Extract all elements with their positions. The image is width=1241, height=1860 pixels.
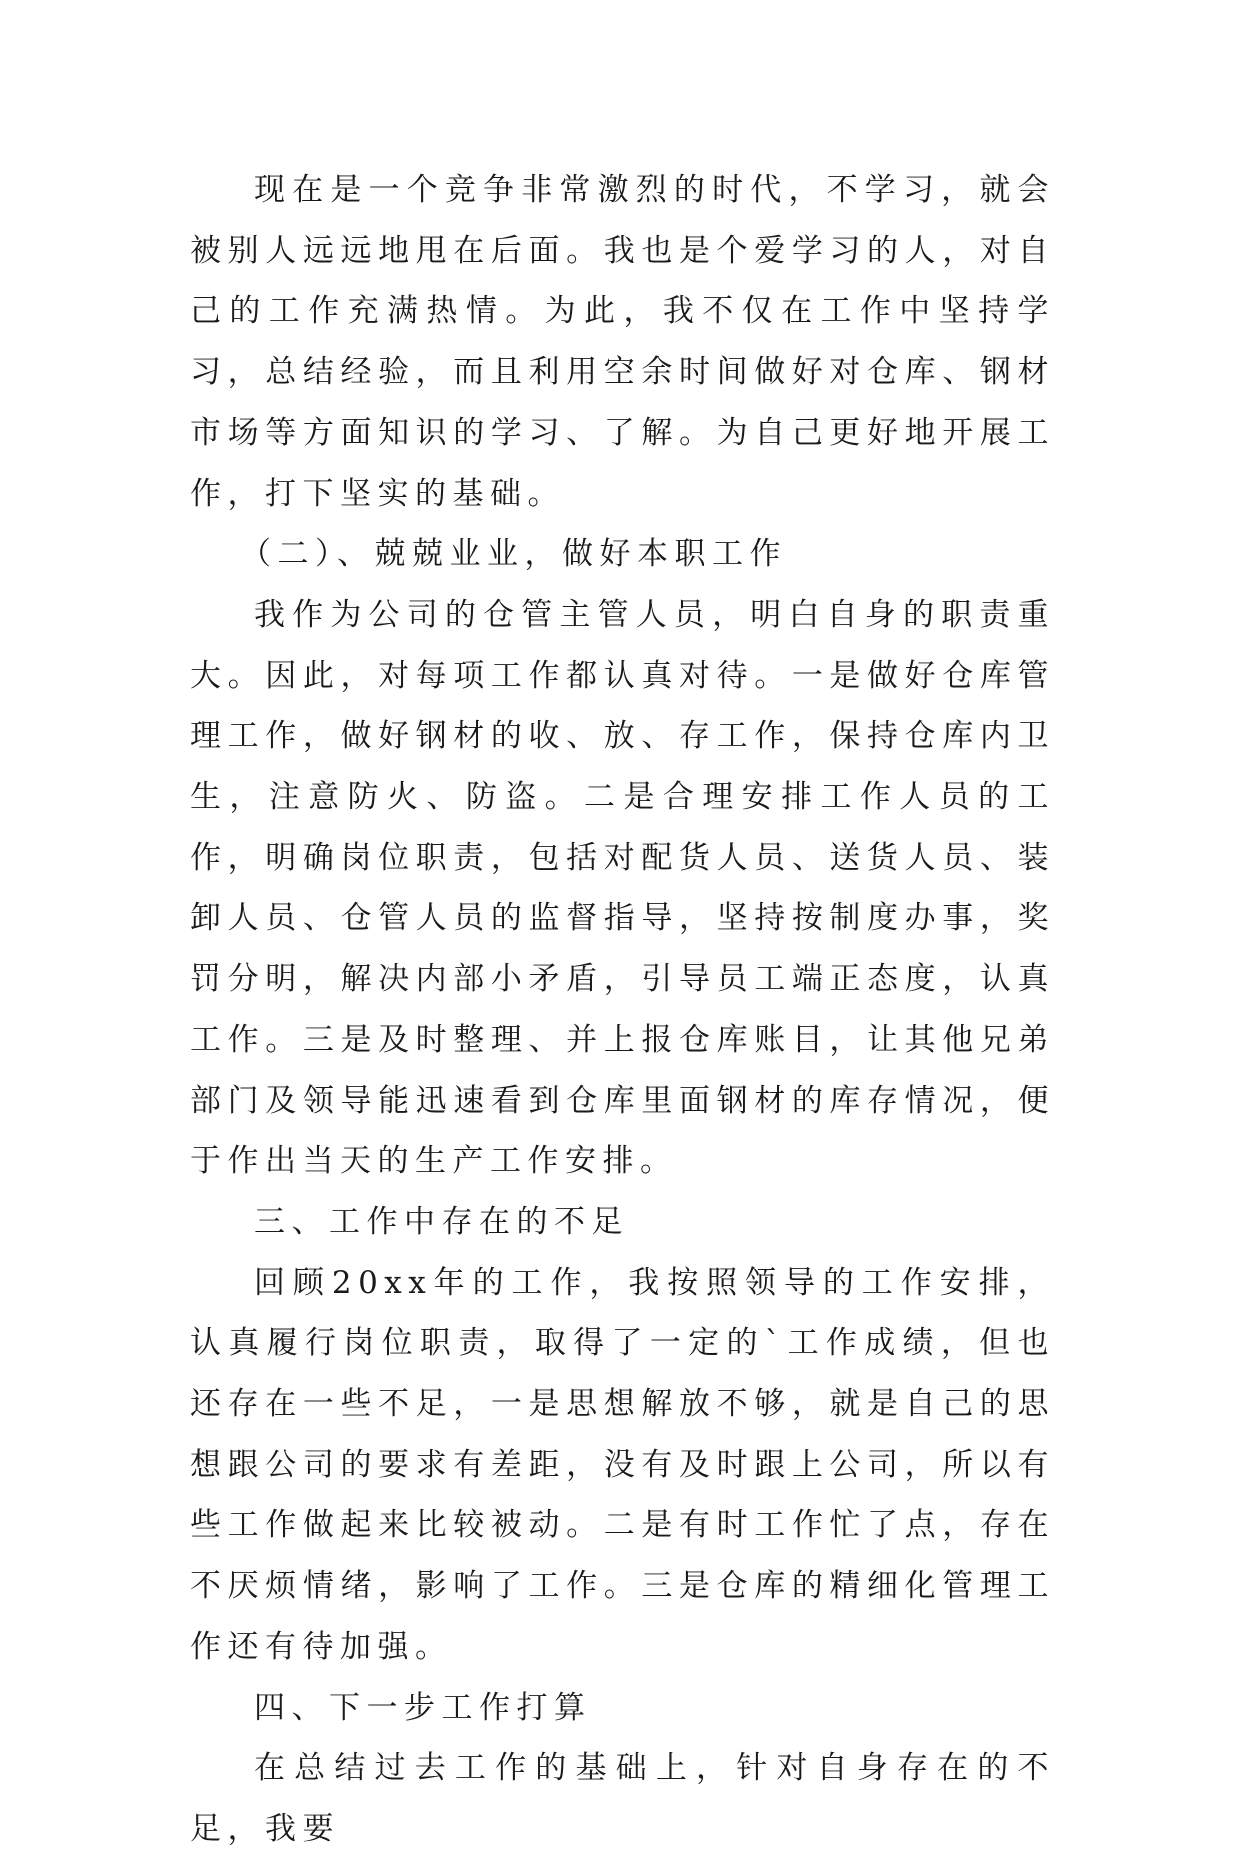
section-heading-next-steps: 四、下一步工作打算 xyxy=(254,1689,592,1726)
section-heading-diligence: （二）、兢兢业业，做好本职工作 xyxy=(240,536,787,573)
paragraph-shortcomings: 回顾20xx年的工作，我按照领导的工作安排，认真履行岗位职责，取得了一定的`工作成绩，但也还存在一些不足，一是思想解放不够，就是自己的思想跟公司的要求有差距，没有及时跟上公司，所以有些工作做起来比较被动。二是有时工作忙了点，存在不厌烦情绪，影响了工作。三是仓库的精细化管理工作还有待加强。 xyxy=(190,1264,1055,1665)
document-body xyxy=(190,160,1055,1860)
paragraph-duties: 我作为公司的仓管主管人员，明白自身的职责重大。因此，对每项工作都认真对待。一是做好仓库管理工作，做好钢材的收、放、存工作，保持仓库内卫生，注意防火、防盗。二是合理安排工作人员的工作，明确岗位职责，包括对配货人员、送货人员、装卸人员、仓管人员的监督指导，坚持按制度办事，奖罚分明，解决内部小矛盾，引导员工端正态度，认真工作。三是及时整理、并上报仓库账目，让其他兄弟部门及领导能迅速看到仓库里面钢材的库存情况，便于作出当天的生产工作安排。 xyxy=(190,596,1055,1180)
paragraph-learning: 现在是一个竞争非常激烈的时代，不学习，就会被别人远远地甩在后面。我也是个爱学习的人，对自己的工作充满热情。为此，我不仅在工作中坚持学习，总结经验，而且利用空余时间做好对仓库、钢材市场等方面知识的学习、了解。为自己更好地开展工作，打下坚实的基础。 xyxy=(190,172,1055,512)
section-heading-shortcomings: 三、工作中存在的不足 xyxy=(254,1203,629,1240)
paragraph-next-steps: 在总结过去工作的基础上，针对自身存在的不足，我要 xyxy=(190,1750,1055,1847)
